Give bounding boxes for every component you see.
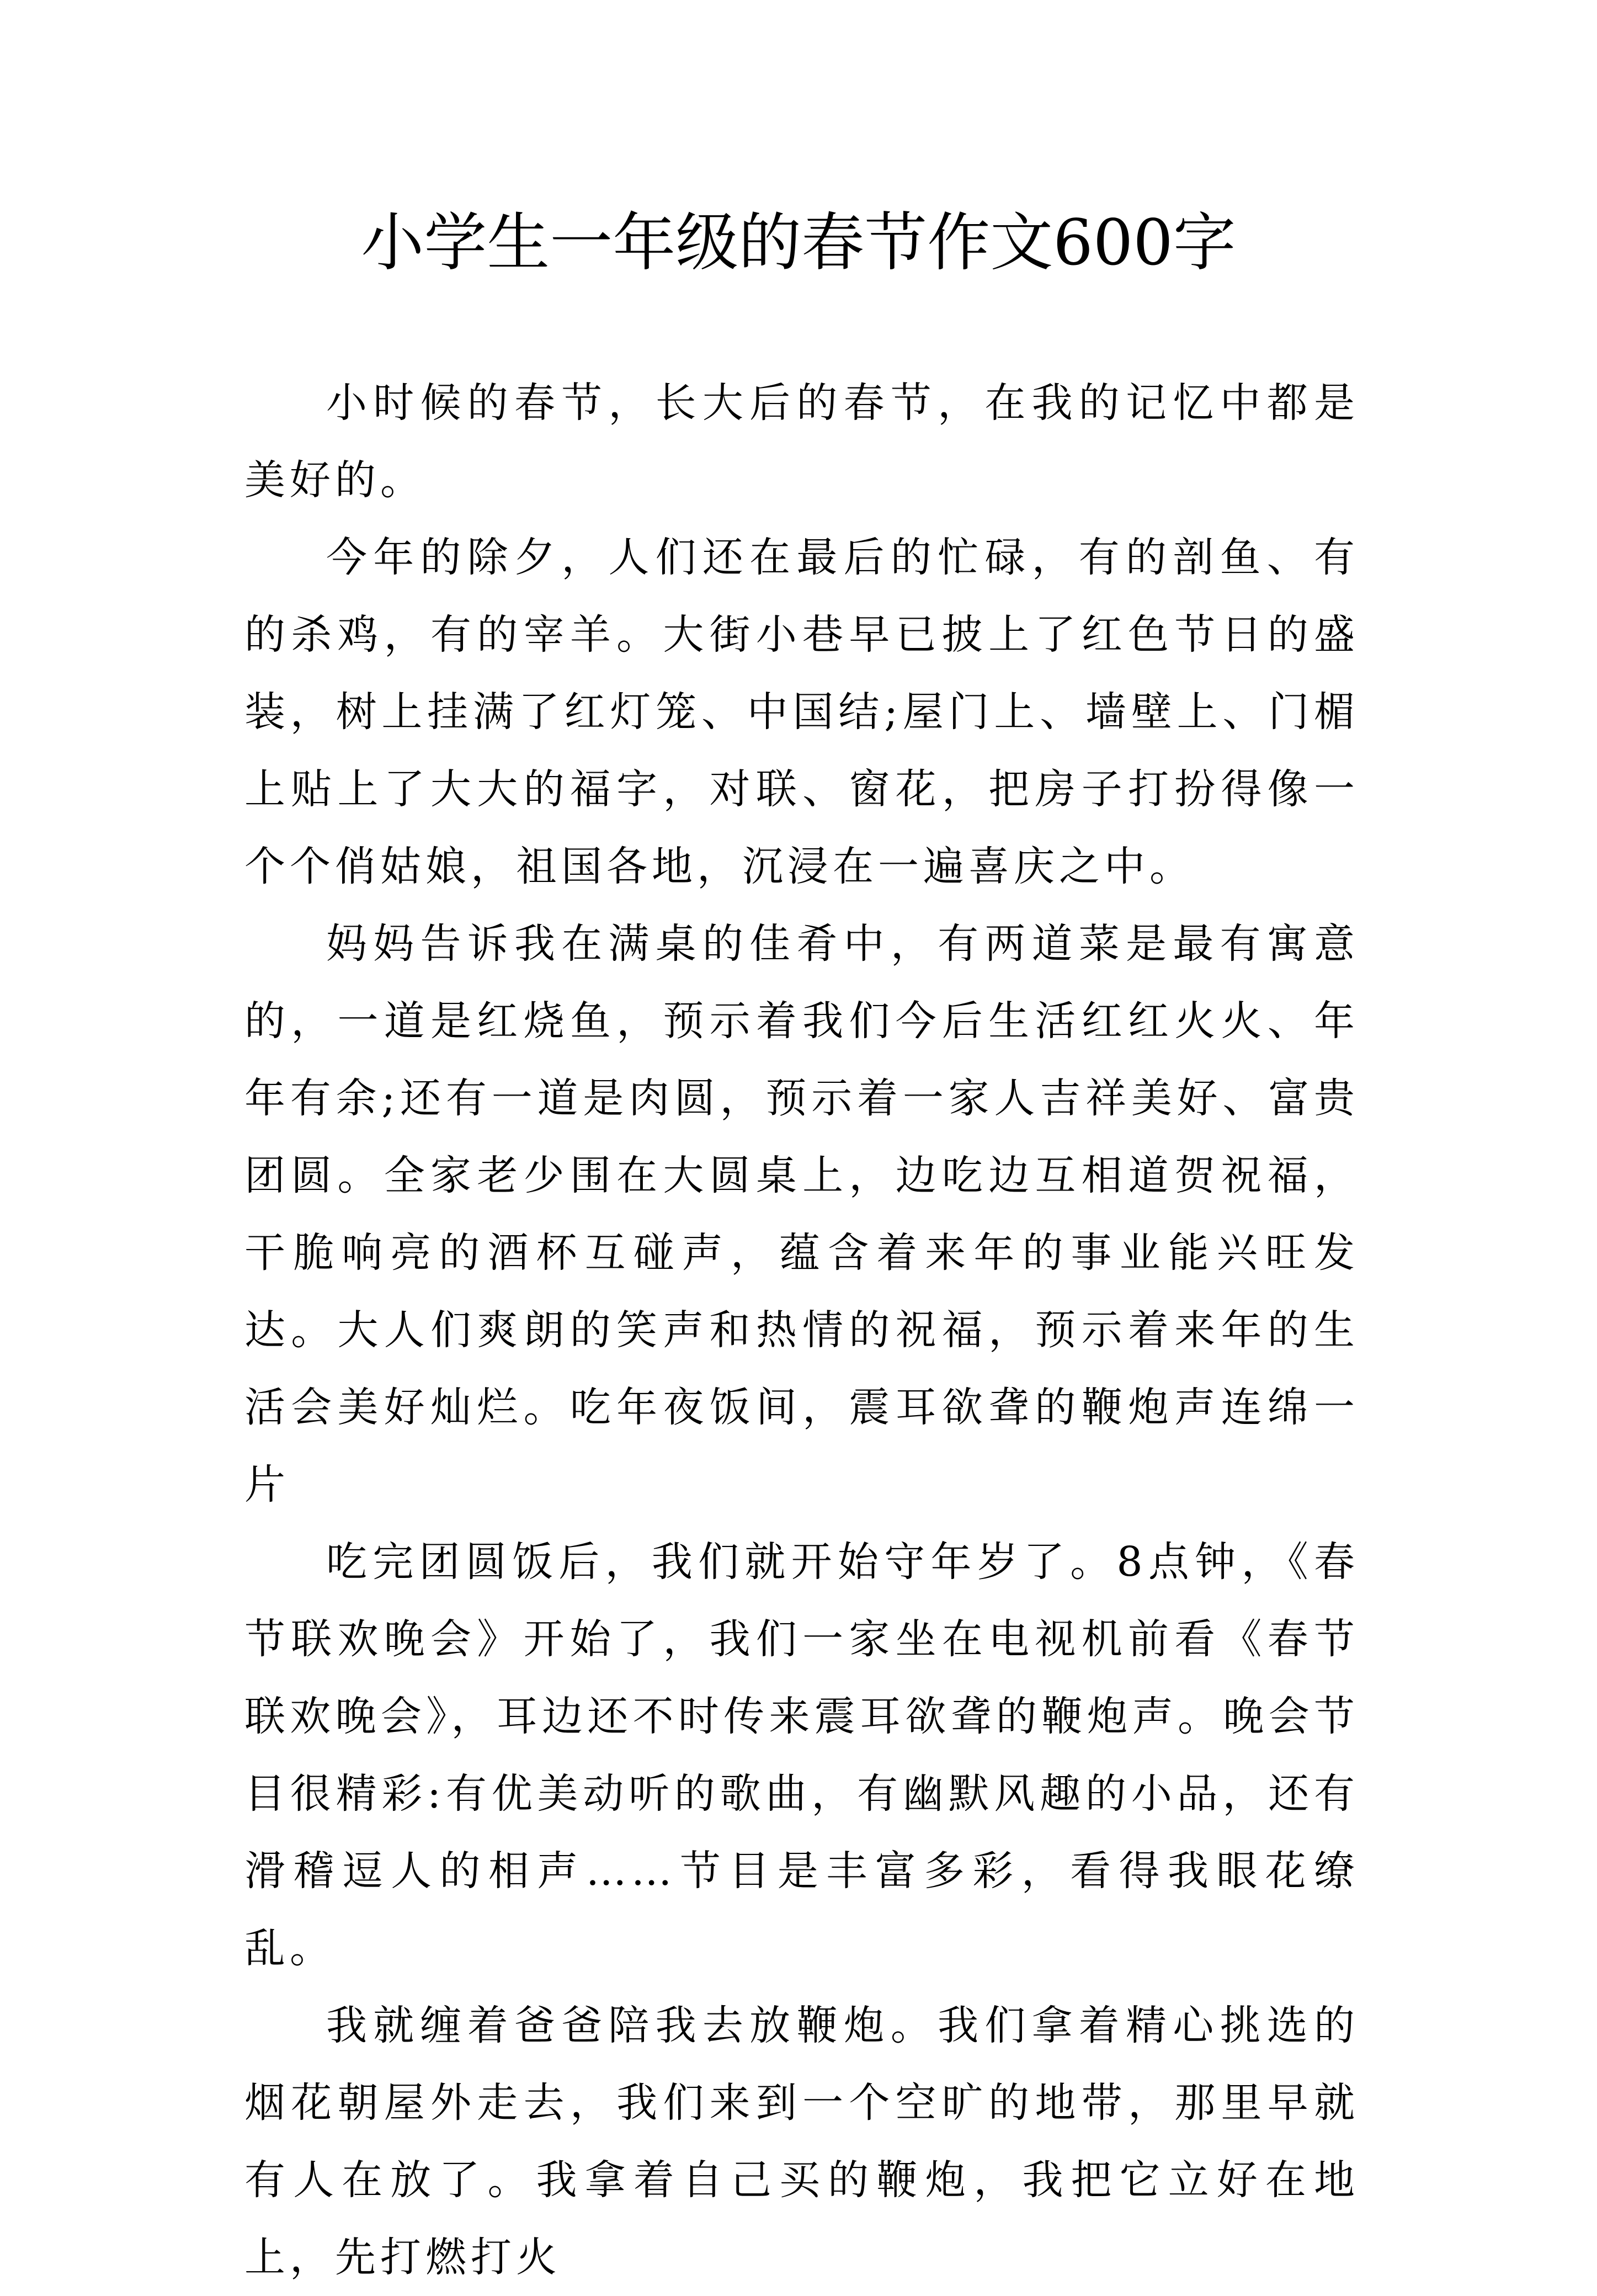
paragraph: 妈妈告诉我在满桌的佳肴中，有两道菜是最有寓意的，一道是红烧鱼，预示着我们今后生活红红火火、年年有余;还有一道是肉圆，预示着一家人吉祥美好、富贵团圆。全家老少围在大圆桌上，边吃边互相道贺祝福，干脆响亮的酒杯互碰声，蕴含着来年的事业能兴旺发达。大人们爽朗的笑声和热情的祝福，预示着来年的生活会美好灿烂。吃年夜饭间，震耳欲聋的鞭炮声连绵一片 xyxy=(244,920,1359,1508)
paragraph: 小时候的春节，长大后的春节，在我的记忆中都是美好的。 xyxy=(244,379,1359,504)
document-body xyxy=(244,364,1359,2296)
paragraph: 我就缠着爸爸陪我去放鞭炮。我们拿着精心挑选的烟花朝屋外走去，我们来到一个空旷的地带，那里早就有人在放了。我拿着自己买的鞭炮，我把它立好在地上，先打燃打火 xyxy=(244,2002,1359,2281)
document-title: 小学生一年级的春节作文600字 xyxy=(361,206,1236,279)
paragraph: 吃完团圆饭后，我们就开始守年岁了。8点钟，《春节联欢晚会》开始了，我们一家坐在电视机前看《春节联欢晚会》，耳边还不时传来震耳欲聋的鞭炮声。晚会节目很精彩:有优美动听的歌曲，有幽默风趣的小品，还有滑稽逗人的相声……节目是丰富多彩，看得我眼花缭乱。 xyxy=(244,1538,1359,1972)
paragraph: 今年的除夕，人们还在最后的忙碌，有的剖鱼、有的杀鸡，有的宰羊。大街小巷早已披上了红色节日的盛装，树上挂满了红灯笼、中国结;屋门上、墙壁上、门楣上贴上了大大的福字，对联、窗花，把房子打扮得像一个个俏姑娘，祖国各地，沉浸在一遍喜庆之中。 xyxy=(244,534,1359,890)
